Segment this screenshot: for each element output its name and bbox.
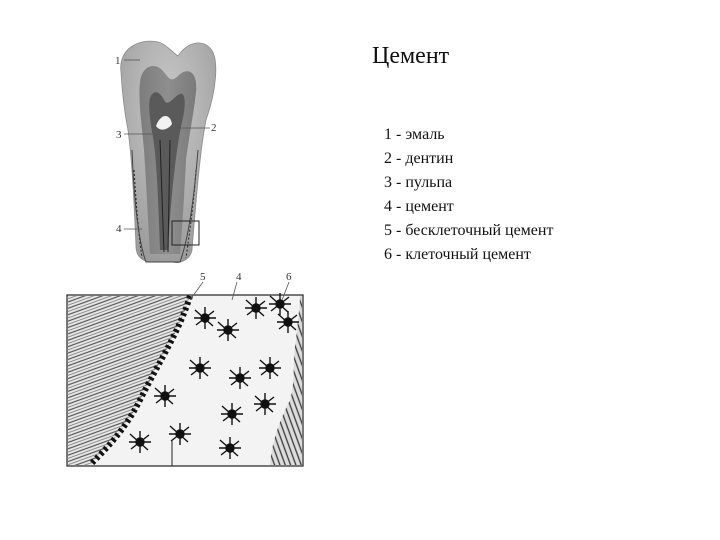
legend-item-pulp: 3 - пульпа (384, 174, 453, 191)
tooth-label-3: 3 (116, 129, 122, 141)
tooth-illustration (115, 41, 217, 262)
micro-section (67, 271, 303, 466)
legend-item-dentin: 2 - дентин (384, 150, 454, 167)
legend-item-enamel: 1 - эмаль (384, 126, 445, 143)
legend-item-cement: 4 - цемент (384, 198, 454, 215)
tooth-label-1: 1 (115, 55, 121, 67)
slide-title: Цемент (372, 43, 450, 69)
legend-item-cellular-cement: 6 - клеточный цемент (384, 246, 531, 263)
tooth-label-2: 2 (211, 122, 217, 134)
micro-label-5: 5 (200, 271, 206, 283)
tooth-label-4: 4 (116, 223, 122, 235)
legend-item-acellular-cement: 5 - бесклеточный цемент (384, 222, 554, 239)
micro-label-6: 6 (286, 271, 292, 283)
micro-label-4: 4 (236, 271, 242, 283)
